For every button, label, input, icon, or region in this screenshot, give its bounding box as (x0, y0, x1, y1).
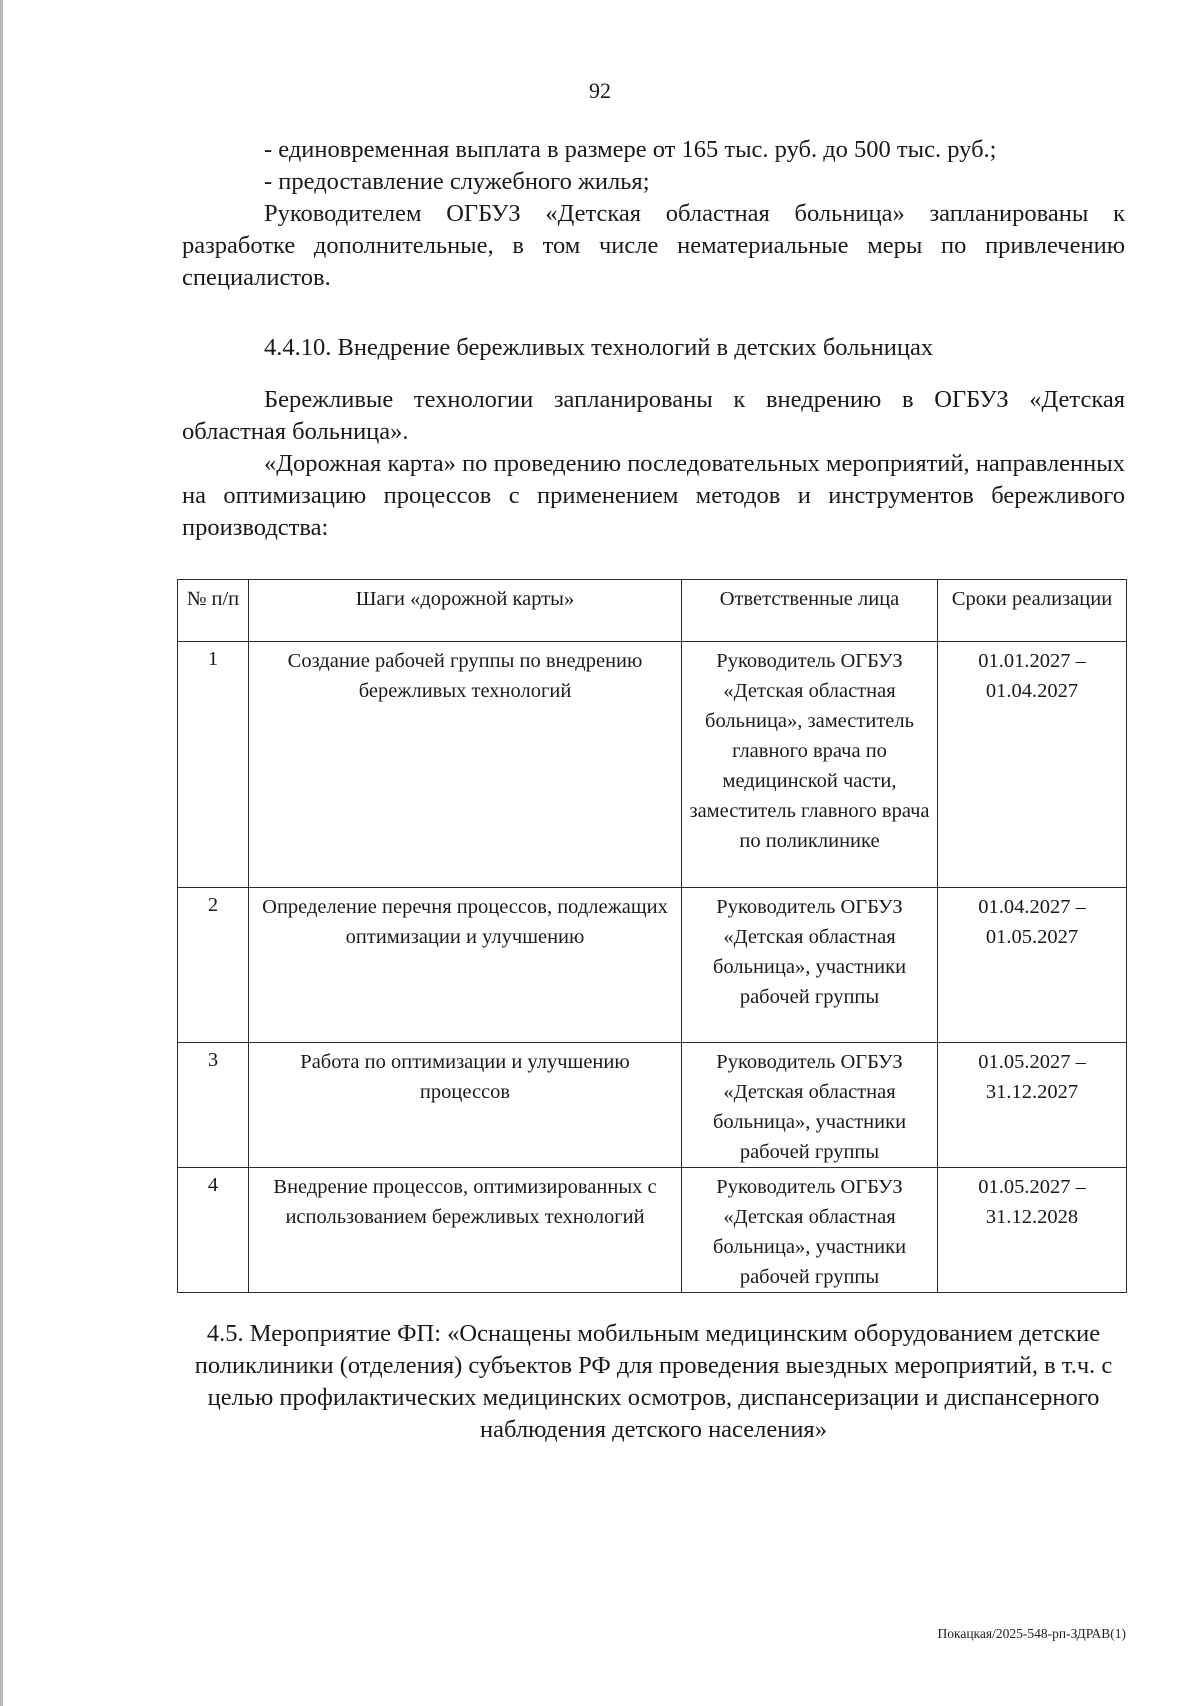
row-dates: 01.04.2027 – 01.05.2027 (938, 888, 1127, 1043)
row-num: 1 (178, 642, 249, 888)
row-responsible: Руководитель ОГБУЗ «Детская областная больница», участники рабочей группы (682, 1043, 938, 1168)
header-responsible: Ответственные лица (682, 580, 938, 642)
page-number: 92 (589, 78, 611, 103)
row-dates: 01.05.2027 – 31.12.2028 (938, 1168, 1127, 1293)
roadmap-intro-paragraph: «Дорожная карта» по проведению последовательных мероприятий, направленных на оптимизацию процессов с применением методов и инструментов бережливого производства: (182, 450, 1125, 541)
lean-block (182, 384, 1125, 544)
page-edge (0, 0, 3, 1706)
row-step: Создание рабочей группы по внедрению бережливых технологий (249, 642, 682, 888)
row-step: Определение перечня процессов, подлежащих оптимизации и улучшению (249, 888, 682, 1043)
header-num: № п/п (178, 580, 249, 642)
table-row (178, 1043, 1127, 1168)
row-num: 3 (178, 1043, 249, 1168)
roadmap-table (177, 579, 1127, 1293)
bullet-housing: - предоставление служебного жилья; (264, 168, 650, 195)
row-step: Работа по оптимизации и улучшению процессов (249, 1043, 682, 1168)
row-dates: 01.01.2027 – 01.04.2027 (938, 642, 1127, 888)
row-num: 2 (178, 888, 249, 1043)
row-dates: 01.05.2027 – 31.12.2027 (938, 1043, 1127, 1168)
row-responsible: Руководитель ОГБУЗ «Детская областная больница», участники рабочей группы (682, 888, 938, 1043)
section-4-4-10-title: 4.4.10. Внедрение бережливых технологий в детских больницах (264, 334, 934, 361)
table-header-row (178, 580, 1127, 642)
row-step: Внедрение процессов, оптимизированных с использованием бережливых технологий (249, 1168, 682, 1293)
head-doctor-plans-paragraph: Руководителем ОГБУЗ «Детская областная больница» запланированы к разработке дополнительные, в том числе нематериальные меры по привлечению специалистов. (182, 200, 1125, 291)
table-row (178, 642, 1127, 888)
lean-planned-paragraph: Бережливые технологии запланированы к внедрению в ОГБУЗ «Детская областная больница». (182, 386, 1125, 445)
row-responsible: Руководитель ОГБУЗ «Детская областная больница», участники рабочей группы (682, 1168, 938, 1293)
table-row (178, 1168, 1127, 1293)
intro-block (182, 134, 1125, 294)
section-4-5-title: 4.5. Мероприятие ФП: «Оснащены мобильным медицинским оборудованием детские поликлиники (отделения) субъектов РФ для проведения выездных мероприятий, в т.ч. с целью профилактических медицинских осмотров, диспансеризации и диспансерного наблюдения детского населения» (194, 1320, 1113, 1443)
header-dates: Сроки реализации (938, 580, 1127, 642)
bullet-payment: - единовременная выплата в размере от 165 тыс. руб. до 500 тыс. руб.; (264, 136, 997, 163)
document-reference: Покацкая/2025-548-рп-ЗДРАВ(1) (937, 1626, 1126, 1641)
table-row (178, 888, 1127, 1043)
row-responsible: Руководитель ОГБУЗ «Детская областная больница», заместитель главного врача по медицинской части, заместитель главного врача по поликлинике (682, 642, 938, 888)
row-num: 4 (178, 1168, 249, 1293)
header-step: Шаги «дорожной карты» (249, 580, 682, 642)
